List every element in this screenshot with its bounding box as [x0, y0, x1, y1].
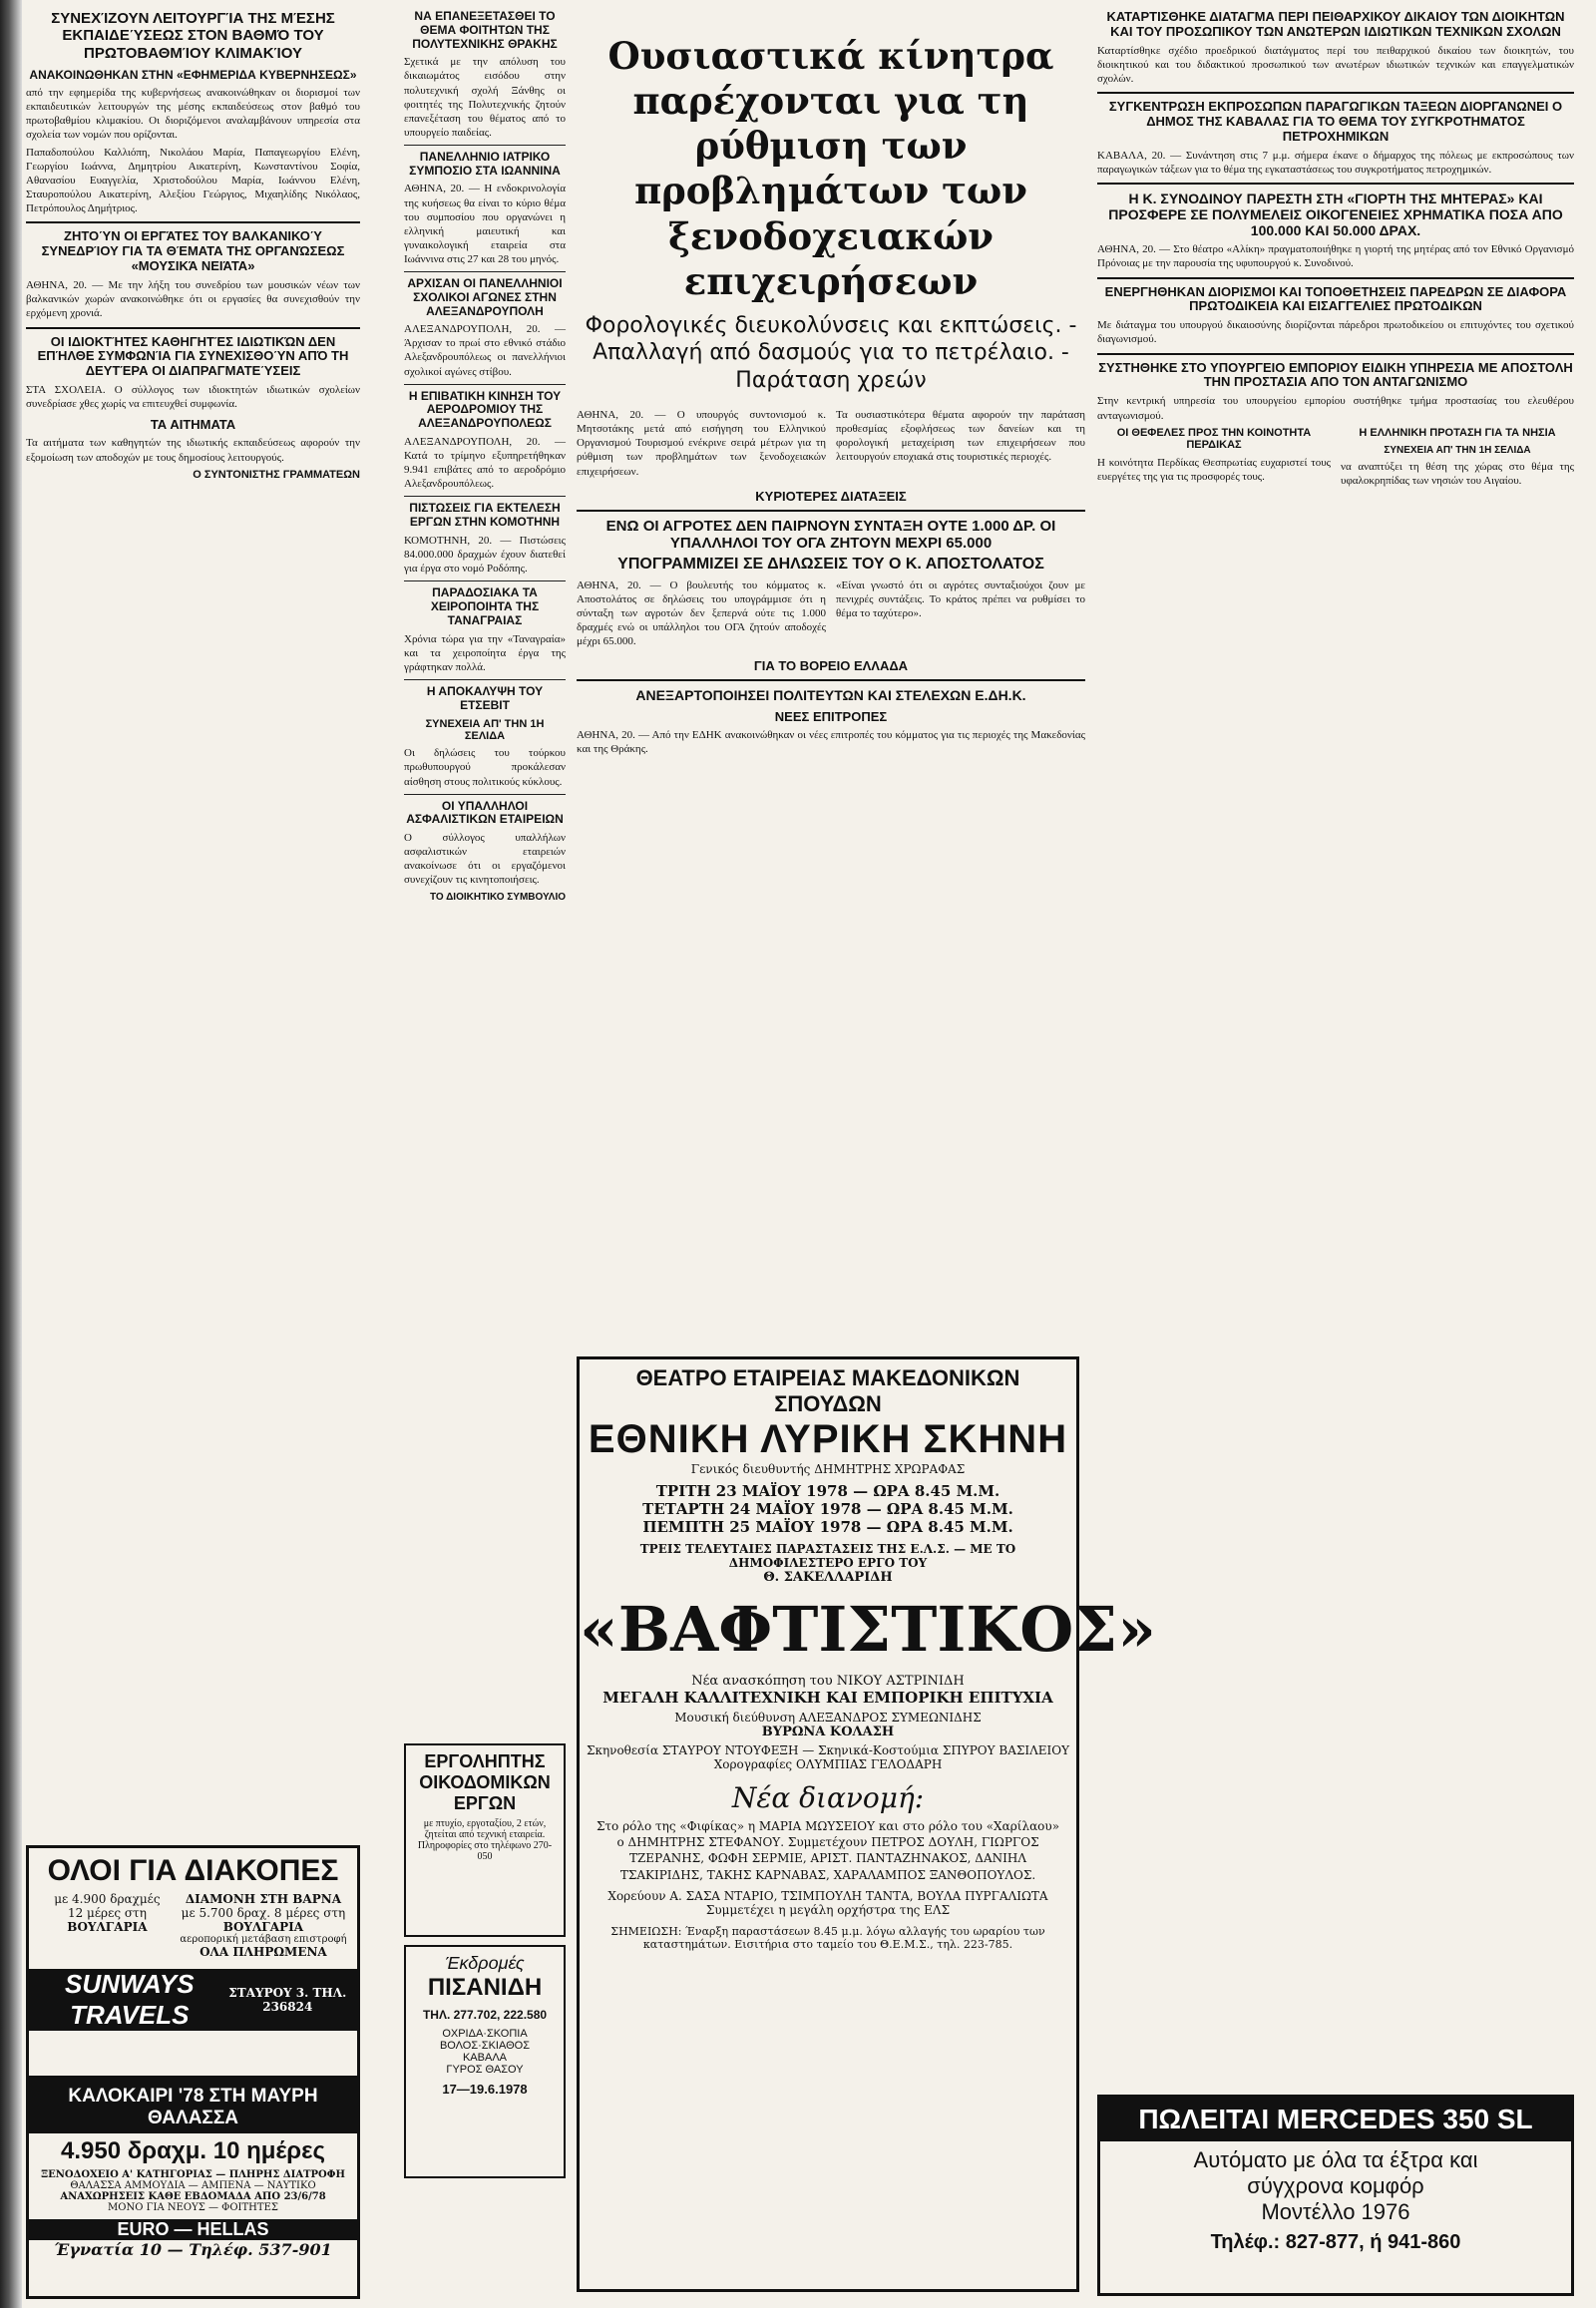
article-ecevit: Οι δηλώσεις του τούρκου πρωθυπουργού προκάλεσαν αίσθηση στους πολιτικούς κύκλους. [404, 747, 566, 788]
theatre-orchestra: Συμμετέχει η μεγάλη ορχήστρα της ΕΛΣ [705, 1902, 951, 1917]
headline-decree: ΚΑΤΑΡΤΙΣΘΗΚΕ ΔΙΑΤΑΓΜΑ ΠΕΡΙ ΠΕΙΘΑΡΧΙΚΟΥ ΔΙΚΑΙΟΥ ΤΩΝ ΔΙΟΙΚΗΤΩΝ ΚΑΙ ΤΟΥ ΠΡΟΣΩΠΙΚΟΥ ΤΩΝ ΑΝΩΤΕΡΩΝ ΙΔΙΩΤΙΚΩΝ ΤΕΧΝΙΚΩΝ ΣΧΟΛΩΝ [1106, 9, 1565, 39]
headline-komotini: ΠΙΣΤΩΣΕΙΣ ΓΙΑ ΕΚΤΕΛΕΣΗ ΕΡΓΩΝ ΣΤΗΝ ΚΟΜΟΤΗΝΗ [409, 501, 561, 530]
headline-teachers: ΣΥΝΕΧΊΖΟΥΝ ΛΕΙΤΟΥΡΓΊΑ ΤΗΣ ΜΈΣΗΣ ΕΚΠΑΙΔΕΎΣΕΩΣ ΣΤΟΝ ΒΑΘΜΌ ΤΟΥ ΠΡΩΤΟΒΑΘΜΊΟΥ ΚΛΙΜΑΚΊΟΥ [51, 10, 335, 62]
ad-black-sea-line1: ΞΕΝΟΔΟΧΕΙΟ Α' ΚΑΤΗΓΟΡΙΑΣ — ΠΛΗΡΗΣ ΔΙΑΤΡΟΦΗ [41, 2169, 345, 2180]
theatre-cast: Στο ρόλο της «Φιφίκας» η ΜΑΡΙΑ ΜΩΥΣΕΙΟΥ και στο ρόλο του «Χαρίλαου» ο ΔΗΜΗΤΡΗΣ ΣΤΕΦΑΝΟΥ. Συμμετέχουν ΠΕΤΡΟΣ ΔΟΥΛΗ, ΓΙΩΡΓΟΣ ΤΖΕΡΑΝΗΣ, ΦΩΦΗ ΣΕΡΜΙΕ, ΑΡΙΣΤ. ΠΑΝΤΑΖΗΝΑΚΟΣ, ΔΑΝΙΗΛ ΤΣΑΚΙΡΙΔΗΣ, ΤΑΚΗΣ ΚΑΡΝΑΒΑΣ, ΧΑΡΑΛΑΜΠΟΣ ΞΑΝΘΟΠΟΥΛΟΣ. [596, 1819, 1060, 1882]
headline-handicrafts: ΠΑΡΑΔΟΣΙΑΚΑ ΤΑ ΧΕΙΡΟΠΟΙΗΤΑ ΤΗΣ ΤΑΝΑΓΡΑΙΑΣ [430, 585, 540, 627]
headline-perdika: ΟΙ ΘΕΦΕΛΕΣ ΠΡΟΣ ΤΗΝ ΚΟΙΝΟΤΗΤΑ ΠΕΡΔΙΚΑΣ [1116, 426, 1312, 452]
ad-excursions-name: ΠΙΣΑΝΙΔΗ [427, 1974, 543, 2001]
theatre-note: ΣΗΜΕΙΩΣΗ: Έναρξη παραστάσεων 8.45 μ.μ. λόγω αλλαγής του ωραρίου των καταστημάτων. Εισιτήρια στο ταμείο του Θ.Ε.Μ.Σ., τηλ. 223-785. [610, 1924, 1045, 1951]
headline-appointments: ΕΝΕΡΓΗΘΗΚΑΝ ΔΙΟΡΙΣΜΟΙ ΚΑΙ ΤΟΠΟΘΕΤΗΣΕΙΣ ΠΑΡΕΔΡΩΝ ΣΕ ΔΙΑΦΟΡΑ ΠΡΩΤΟΔΙΚΕΙΑ ΚΑΙ ΕΙΣΑΓΓΕΛΙΕΣ ΠΡΩΤΟΔΙΚΩΝ [1104, 283, 1567, 314]
column-2 [404, 10, 566, 2299]
ad-excursions-dest1: ΟΧΡΙΔΑ·ΣΚΟΠΙΑ [442, 2028, 528, 2040]
headline-private-teachers: ΟΙ ΙΔΙΟΚΤΉΤΕΣ ΚΑΘΗΓΗΤΈΣ ΙΔΙΩΤΙΚΏΝ ΔΕΝ ΕΠΉΛΘΕ ΣΥΜΦΩΝΊΑ ΓΙΑ ΣΥΝΕΧΙΣΘΟΎΝ ΑΠΌ ΤΗ ΔΕΥΤΈΡΑ ΟΙ ΔΙΑΠΡΑΓΜΑΤΕΎΣΕΙΣ [37, 333, 349, 379]
article-teachers-p1: από την εφημερίδα της κυβερνήσεως ανακοινώθηκαν οι διορισμοί των εκπαιδευτικών λειτουργών της μέσης εκπαιδεύσεως στον βαθμό του πρωτοβαθμίου κλιμακίου. Οι διοριζόμενοι αναλαμβάνουν υπηρεσία στα σχολεία των νομών που ορίζονται. [26, 86, 360, 141]
ad-black-sea-line2: ΘΑΛΑΣΣΑ ΑΜΜΟΥΔΙΑ — ΑΜΠΕΝΑ — ΝΑΥΤΙΚΟ [70, 2180, 316, 2191]
headline-mothers-day: Η Κ. ΣΥΝΟΔΙΝΟΥ ΠΑΡΕΣΤΗ ΣΤΗ «ΓΙΟΡΤΗ ΤΗΣ ΜΗΤΕΡΑΣ» ΚΑΙ ΠΡΟΣΦΕΡΕ ΣΕ ΠΟΛΥΜΕΛΕΙΣ ΟΙΚΟΓΕΝΕΙΕΣ ΧΡΗΜΑΤΙΚΑ ΠΟΣΑ ΑΠΟ 100.000 ΚΑΙ 50.000 ΔΡΑΧ. [1108, 191, 1563, 239]
article-private-p1: ΣΤΑ ΣΧΟΛΕΙΑ. Ο σύλλογος των ιδιοκτητών ιδιωτικών σχολείων συνεδρίασε χθες χωρίς να επιτευχθεί συμφωνία. [26, 384, 360, 411]
article-appointments: Με διάταγμα του υπουργού δικαιοσύνης διορίζονται πάρεδροι πρωτοδικείου οι επιτυχόντες του σχετικού διαγωνισμού. [1097, 319, 1574, 346]
ad-black-sea-address: Έγνατία 10 — Τηλέφ. 537-901 [54, 2240, 332, 2259]
ad-mercedes-line1: Αυτόματο με όλα τα έξτρα και [1193, 2147, 1478, 2172]
article-komotini: ΚΟΜΟΤΗΝΗ, 20. — Πιστώσεις 84.000.000 δραχμών έχουν διατεθεί για έργα στο νομό Ροδόπης. [404, 534, 566, 576]
ad-mercedes-tel: Τηλέφ.: 827-877, ή 941-860 [1210, 2231, 1461, 2253]
main-headline: Ουσιαστικά κίνητρα παρέχονται για τη ρύθμιση των προβλημάτων των ξενοδοχειακών επιχειρήσεων [607, 34, 1054, 303]
edik-article: ΑΘΗΝΑ, 20. — Από την ΕΔΗΚ ανακοινώθηκαν οι νέες επιτροπές του κόμματος για τις περιοχές της Μακεδονίας και της Θράκης. [577, 729, 1085, 756]
divider [404, 384, 566, 385]
theatre-date-2: ΤΕΤΑΡΤΗ 24 ΜΑΪΟΥ 1978 — ΩΡΑ 8.45 Μ.Μ. [642, 1500, 1013, 1518]
divider [1097, 183, 1574, 185]
farmers-article-p2: «Είναι γνωστό ότι οι αγρότες συνταξιούχοι ζουν με πενιχρές συντάξεις. Το κράτος πρέπει να ρυθμίσει το θέμα το ταχύτερο». [836, 578, 1085, 619]
article-symposium: ΑΘΗΝΑ, 20. — Η ενδοκρινολογία της κυήσεως θα είναι το κύριο θέμα του συμποσίου που οργανώνει η ελληνική μαιευτική και γυναικολογική εταιρεία στα Ιωάννινα στις 27 και 28 του μηνός. [404, 183, 566, 265]
ad-excursions-date: 17—19.6.1978 [442, 2082, 528, 2097]
ad-mercedes [1097, 2095, 1574, 2296]
main-article-p1: ΑΘΗΝΑ, 20. — Ο υπουργός συντονισμού κ. Μητσοτάκης μετά από εισήγηση του Ελληνικού Οργανισμού Τουρισμού ενέκρινε σειρά μέτρων για τη ρύθμιση των προβλημάτων των ξενοδοχειακών επιχειρήσεων. [577, 409, 826, 478]
headline-edik: ΑΝΕΞΑΡΤΟΠΟΙΗΣΕΙ ΠΟΛΙΤΕΥΤΩΝ ΚΑΙ ΣΤΕΛΕΧΩΝ Ε.ΔΗ.Κ. [635, 686, 1026, 703]
ad-holidays-days: 12 μέρες στη [67, 1906, 147, 1920]
ad-black-sea [26, 2079, 360, 2299]
subheadline-teachers: ΑΝΑΚΟΙΝΩΘΗΚΑΝ ΣΤΗΝ «ΕΦΗΜΕΡΙΔΑ ΚΥΒΕΡΝΗΣΕΩΣ» [29, 67, 357, 82]
ad-excursions-tel: ΤΗΛ. 277.702, 222.580 [422, 2008, 548, 2022]
article-mothers-day: ΑΘΗΝΑ, 20. — Στο θέατρο «Αλίκη» πραγματοποιήθηκε η γιορτή της μητέρας από τον Εθνικό Οργανισμό Πρόνοιας με την παρουσία της υφυπουργού κ. Συνοδινού. [1097, 243, 1574, 270]
theatre-play-title: «ΒΑΦΤΙΣΤΙΚΟΣ» [580, 1593, 1156, 1666]
theatre-director: Γενικός διευθυντής ΔΗΜΗΤΡΗΣ ΧΡΩΡΑΦΑΣ [690, 1462, 966, 1476]
divider [1097, 353, 1574, 355]
ad-holidays-price2: με 5.700 δραχ. 8 μέρες στη [181, 1906, 346, 1920]
article-competition: Στην κεντρική υπηρεσία του υπουργείου εμπορίου συστήθηκε τμήμα προστασίας του ελευθέρου ανταγωνισμού. [1097, 395, 1574, 422]
article-kavala: ΚΑΒΑΛΑ, 20. — Συνάντηση στις 7 μ.μ. σήμερα έκανε ο δήμαρχος της πόλεως με εκπροσώπους των παραγωγικών τάξεων για το θέμα της εγκαταστάσεως του συγκροτήματος πετροχημικών. [1097, 149, 1574, 176]
ad-holidays-address: ΣΤΑΥΡΟΥ 3. ΤΗΛ. 236824 [228, 1986, 347, 2014]
divider [26, 221, 360, 223]
ad-mercedes-line3: Μοντέλλο 1976 [1261, 2199, 1410, 2224]
divider [404, 580, 566, 581]
article-islands: να αναπτύξει τη θέση της χώρας στο θέμα της υφαλοκρηπίδας των νησιών του Αιγαίου. [1341, 461, 1574, 488]
ad-excursions [404, 1945, 566, 2178]
ad-black-sea-line4: ΜΟΝΟ ΓΙΑ ΝΕΟΥΣ — ΦΟΙΤΗΤΕΣ [108, 2202, 278, 2213]
ad-black-sea-price: 4.950 δραχμ. 10 ημέρες [61, 2137, 325, 2164]
theatre-name: ΕΘΝΙΚΗ ΛΥΡΙΚΗ ΣΚΗΝΗ [588, 1417, 1068, 1461]
article-airport: ΑΛΕΞΑΝΔΡΟΥΠΟΛΗ, 20. — Κατά το τρίμηνο εξυπηρετήθηκαν 9.941 επιβάτες από το αεροδρόμιο Αλεξανδρουπόλεως. [404, 436, 566, 491]
headline-farmers: ΕΝΩ ΟΙ ΑΓΡΟΤΕΣ ΔΕΝ ΠΑΙΡΝΟΥΝ ΣΥΝΤΑΞΗ ΟΥΤΕ 1.000 ΔΡ. ΟΙ ΥΠΑΛΛΗΛΟΙ ΤΟΥ ΟΓΑ ΖΗΤΟΥΝ ΜΕΧΡΙ 65.000 [605, 517, 1056, 552]
theatre-success: ΜΕΓΑΛΗ ΚΑΛΛΙΤΕΧΝΙΚΗ ΚΑΙ ΕΜΠΟΡΙΚΗ ΕΠΙΤΥΧΙΑ [602, 1689, 1053, 1707]
divider [404, 496, 566, 497]
subhead-committees: ΝΕΕΣ ΕΠΙΤΡΟΠΕΣ [774, 709, 888, 725]
theatre-direction: Σκηνοθεσία ΣΤΑΥΡΟΥ ΝΤΟΥΦΕΞΗ — Σκηνικά-Κοστούμια ΣΠΥΡΟΥ ΒΑΣΙΛΕΙΟΥ [586, 1743, 1070, 1757]
article-perdika: Η κοινότητα Περδίκας Θεσπρωτίας ευχαριστεί τους ευεργέτες της για τις προσφορές τους. [1097, 456, 1331, 483]
article-private-p2: Τα αιτήματα των καθηγητών της ιδιωτικής εκπαιδεύσεως αφορούν την εξομοίωση των αποδοχών με τους δημοσίους λειτουργούς. [26, 437, 360, 464]
ad-contractor-text: με πτυχίο, εργοταξίου, 2 ετών, ζητείται από τεχνική εταιρεία. Πληροφορίες στο τηλέφωνο 270-050 [417, 1818, 553, 1862]
main-deck: Φορολογικές διευκολύνσεις και εκπτώσεις. - Απαλλαγή από δασμούς για το πετρέλαιο. - Παράταση χρεών [585, 312, 1077, 393]
ad-excursions-title: Έκδρομές [445, 1953, 525, 1973]
column-3 [577, 10, 1156, 2299]
theatre-conductor: ΒΥΡΩΝΑ ΚΟΛΑΣΗ [761, 1725, 895, 1739]
divider [577, 510, 1085, 512]
theatre-music: Μουσική διεύθυνση ΑΛΕΞΑΝΔΡΟΣ ΣΥΜΕΩΝΙΔΗΣ [674, 1711, 982, 1725]
theatre-adaptation: Νέα ανασκόπηση του ΝΙΚΟΥ ΑΣΤΡΙΝΙΔΗ [691, 1674, 965, 1689]
article-balkan-p1: ΑΘΗΝΑ, 20. — Με την λήξη του συνεδρίου των μουσικών νέων των βαλκανικών χωρών ανακοινώθηκε ότι οι εργασίες θα συνεχισθούν την ερχόμενη χρονιά. [26, 279, 360, 320]
ad-holidays-country: ΒΟΥΛΓΑΡΙΑ [67, 1920, 148, 1934]
headline-ecevit: Η ΑΠΟΚΑΛΥΨΗ ΤΟΥ ΕΤΣΕΒΙΤ [426, 683, 544, 712]
ad-holidays-allpaid: ΟΛΑ ΠΛΗΡΩΜΕΝΑ [200, 1945, 327, 1959]
ad-mercedes-title: ΠΩΛΕΙΤΑΙ MERCEDES 350 SL [1100, 2098, 1571, 2141]
divider [404, 794, 566, 795]
divider [1097, 92, 1574, 94]
ad-excursions-dest4: ΓΥΡΟΣ ΘΑΣΟΥ [446, 2064, 524, 2076]
theatre-org: ΘΕΑΤΡΟ ΕΤΑΙΡΕΙΑΣ ΜΑΚΕΔΟΝΙΚΩΝ ΣΠΟΥΔΩΝ [635, 1365, 1020, 1416]
headline-polytechnic: ΝΑ ΕΠΑΝΕΞΕΤΑΣΘΕΙ ΤΟ ΘΕΜΑ ΦΟΙΤΗΤΩΝ ΤΗΣ ΠΟΛΥΤΕΧΝΙΚΗΣ ΘΡΑΚΗΣ [412, 9, 558, 51]
divider [404, 271, 566, 272]
article-polytechnic: Σχετικά με την απόλυση του δικαιωμάτος εισόδου στην πολυτεχνική σχολή Ξάνθης οι φοιτητές της Πολυτεχνικής ζητούν επανεξέταση του θέματος από το υπουργείο παιδείας. [404, 56, 566, 139]
ad-excursions-dest2: ΒΟΛΟΣ·ΣΚΙΑΘΟΣ [439, 2040, 531, 2052]
ad-holidays-varna: ΔΙΑΜΟΝΗ ΣΤΗ ΒΑΡΝΑ [185, 1892, 341, 1906]
ad-theatre [577, 1356, 1156, 2292]
ad-contractor-title: ΕΡΓΟΛΗΠΤΗΣ ΟΙΚΟΔΟΜΙΚΩΝ ΕΡΓΩΝ [419, 1751, 551, 1813]
article-handicrafts: Χρόνια τώρα για την «Ταναγραία» και τα χειροποίητα έργα της γράφτηκαν πολλά. [404, 632, 566, 673]
divider [577, 679, 1085, 681]
main-article-p2: Τα ουσιαστικότερα θέματα αφορούν την παράταση προθεσμίας εξοφλήσεως των δανείων και τη φορολογική μεταχείριση των επιχειρήσεων που λειτουργούν εποχιακά στις τουριστικές περιοχές. [836, 409, 1085, 464]
article-decree: Καταρτίσθηκε σχέδιο προεδρικού διατάγματος περί του πειθαρχικού δικαίου των διοικητών, του διοικητικού και του διδακτικού προσωπικού των ανωτέρων ιδιωτικών τεχνικών και επαγγελματικών σχολών. [1097, 44, 1574, 86]
theatre-cast-heading: Νέα διανομή: [731, 1781, 925, 1814]
ad-black-sea-title: ΚΑΛΟΚΑΙΡΙ '78 ΣΤΗ ΜΑΥΡΗ ΘΑΛΑΣΣΑ [29, 2082, 357, 2133]
ad-black-sea-brand: EURO — HELLAS [29, 2219, 357, 2240]
main-subhead: ΚΥΡΙΟΤΕΡΕΣ ΔΙΑΤΑΞΕΙΣ [755, 488, 907, 504]
theatre-choreography: Χορογραφίες ΟΛΥΜΠΙΑΣ ΓΕΛΟΔΑΡΗ [713, 1757, 943, 1771]
scan-edge [0, 0, 22, 2308]
divider [404, 145, 566, 146]
article-school-games: ΑΛΕΞΑΝΔΡΟΥΠΟΛΗ, 20. — Άρχισαν το πρωί στο εθνικό στάδιο Αλεξανδρουπόλεως οι πανελλήνιοι σχολικοί αγώνες στίβου. [404, 323, 566, 378]
signature-secretaries: Ο ΣΥΝΤΟΝΙΣΤΗΣ ΓΡΑΜΜΑΤΕΩΝ [193, 468, 360, 481]
divider [26, 327, 360, 329]
headline-symposium: ΠΑΝΕΛΛΗΝΙΟ ΙΑΤΡΙΚΟ ΣΥΜΠΟΣΙΟ ΣΤΑ ΙΩΑΝΝΙΝΑ [409, 149, 561, 178]
ad-holidays-country2: ΒΟΥΛΓΑΡΙΑ [222, 1920, 304, 1934]
column-4 [1097, 10, 1574, 2299]
subheadline-apostolatos: ΥΠΟΓΡΑΜΜΙΖΕΙ ΣΕ ΔΗΛΩΣΕΙΣ ΤΟΥ Ο Κ. ΑΠΟΣΤΟΛΑΤΟΣ [617, 556, 1044, 574]
headline-islands: Η ΕΛΛΗΝΙΚΗ ΠΡΟΤΑΣΗ ΓΙΑ ΤΑ ΝΗΣΙΑ [1359, 426, 1556, 439]
theatre-last-shows: ΤΡΕΙΣ ΤΕΛΕΥΤΑΙΕΣ ΠΑΡΑΣΤΑΣΕΙΣ ΤΗΣ Ε.Λ.Σ. — ΜΕ ΤΟ ΔΗΜΟΦΙΛΕΣΤΕΡΟ ΕΡΓΟ ΤΟΥ [639, 1542, 1016, 1570]
theatre-date-1: ΤΡΙΤΗ 23 ΜΑΪΟΥ 1978 — ΩΡΑ 8.45 Μ.Μ. [655, 1482, 1000, 1500]
headline-insurance: ΟΙ ΥΠΑΛΛΗΛΟΙ ΑΣΦΑΛΙΣΤΙΚΩΝ ΕΤΑΙΡΕΙΩΝ [406, 798, 564, 827]
divider [404, 679, 566, 680]
theatre-dancers: Χορεύουν Α. ΣΑΣΑ ΝΤΑΡΙΟ, ΤΣΙΜΠΟΥΛΗ ΤΑΝΤΑ, ΒΟΥΛΑ ΠΥΡΓΑΛΙΩΤΑ [607, 1888, 1048, 1903]
ad-mercedes-line2: σύγχρονα κομφόρ [1247, 2173, 1424, 2198]
continued-note: ΣΥΝΕΧΕΙΑ ΑΠ' ΤΗΝ 1Η ΣΕΛΙΔΑ [425, 718, 545, 743]
ad-holidays-title: ΟΛΟΙ ΓΙΑ ΔΙΑΚΟΠΕΣ [47, 1854, 339, 1887]
signature-board: ΤΟ ΔΙΟΙΚΗΤΙΚΟ ΣΥΜΒΟΥΛΙΟ [430, 891, 566, 903]
ad-holidays-brand: SUNWAYS TRAVELS [65, 1969, 195, 2030]
headline-school-games: ΑΡΧΙΣΑΝ ΟΙ ΠΑΝΕΛΛΗΝΙΟΙ ΣΧΟΛΙΚΟΙ ΑΓΩΝΕΣ ΣΤΗΝ ΑΛΕΞΑΝΔΡΟΥΠΟΛΗ [407, 275, 563, 318]
headline-balkan: ΖΗΤΟΎΝ ΟΙ ΕΡΓΆΤΕΣ ΤΟΥ ΒΑΛΚΑΝΙΚΟΎ ΣΥΝΕΔΡΊΟΥ ΓΙΑ ΤΑ ΘΈΜΑΤΑ ΤΗΣ ΟΡΓΑΝΏΣΕΩΣ «ΜΟΥΣΙΚΆ ΝΕΙΆΤΑ» [41, 228, 345, 274]
ad-holidays-flight: αεροπορική μετάβαση επιστροφή [180, 1934, 347, 1945]
ad-holidays [26, 1845, 360, 2079]
continued-note-islands: ΣΥΝΕΧΕΙΑ ΑΠ' ΤΗΝ 1Η ΣΕΛΙΔΑ [1384, 445, 1531, 457]
article-teachers-p2: Παπαδοπούλου Καλλιόπη, Νικολάου Μαρία, Παπαγεωργίου Ελένη, Γεωργίου Ιωάννα, Δημητρίου Αικατερίνη, Κωνσταντίνου Σοφία, Αθανασίου Ευαγγελία, Χριστοδούλου Μαρία, Ιωάννου Ελένη, Σταυροπούλου Αικατερίνη, Αλεξίου Γεώργιος, Μιχαηλίδης Νικόλαος, Πετρόπουλος Δημήτριος. [26, 147, 360, 215]
theatre-date-3: ΠΕΜΠΤΗ 25 ΜΑΪΟΥ 1978 — ΩΡΑ 8.45 Μ.Μ. [642, 1518, 1013, 1536]
ad-excursions-dest3: ΚΑΒΑΛΑ [462, 2052, 508, 2064]
farmers-article-p1: ΑΘΗΝΑ, 20. — Ο βουλευτής του κόμματος κ. Αποστολάτος σε δηλώσεις του υπογράμμισε ότι η σύνταξη των αγροτών δεν ξεπερνά ούτε τις 1.000 δραχμές ενώ οι υπάλληλοι του ΟΓΑ ζητούν αποδοχές μέχρι 65.000. [577, 578, 826, 647]
subhead-north-greece: ΓΙΑ ΤΟ ΒΟΡΕΙΟ ΕΛΛΑΔΑ [753, 657, 909, 673]
theatre-author: Θ. ΣΑΚΕΛΛΑΡΙΔΗ [763, 1570, 893, 1585]
ad-black-sea-line3: ΑΝΑΧΩΡΗΣΕΙΣ ΚΑΘΕ ΕΒΔΟΜΑΔΑ ΑΠΟ 23/6/78 [60, 2191, 326, 2202]
headline-airport: Η ΕΠΙΒΑΤΙΚΗ ΚΙΝΗΣΗ ΤΟΥ ΑΕΡΟΔΡΟΜΙΟΥ ΤΗΣ ΑΛΕΞΑΝΔΡΟΥΠΟΛΕΩΣ [408, 388, 562, 431]
headline-competition: ΣΥΣΤΗΘΗΚΕ ΣΤΟ ΥΠΟΥΡΓΕΙΟ ΕΜΠΟΡΙΟΥ ΕΙΔΙΚΗ ΥΠΗΡΕΣΙΑ ΜΕ ΑΠΟΣΤΟΛΗ ΤΗΝ ΠΡΟΣΤΑΣΙΑ ΑΠΟ ΤΟΝ ΑΝΤΑΓΩΝΙΣΜΟ [1098, 359, 1573, 390]
column-1 [26, 10, 360, 2299]
ad-holidays-price: με 4.900 δραχμές [54, 1892, 161, 1906]
subhead-demands: ΤΑ ΑΙΤΗΜΑΤΑ [150, 417, 236, 433]
ad-contractor [404, 1743, 566, 1937]
headline-kavala: ΣΥΓΚΕΝΤΡΩΣΗ ΕΚΠΡΟΣΩΠΩΝ ΠΑΡΑΓΩΓΙΚΩΝ ΤΑΞΕΩΝ ΔΙΟΡΓΑΝΩΝΕΙ Ο ΔΗΜΟΣ ΤΗΣ ΚΑΒΑΛΑΣ ΓΙΑ ΤΟ ΘΕΜΑ ΤΟΥ ΣΥΓΚΡΟΤΗΜΑΤΟΣ ΠΕΤΡΟΧΗΜΙΚΩΝ [1108, 99, 1563, 144]
divider [1097, 277, 1574, 279]
article-insurance: Ο σύλλογος υπαλλήλων ασφαλιστικών εταιρειών ανακοίνωσε ότι οι εργαζόμενοι συνεχίζουν τις κινητοποιήσεις. [404, 832, 566, 887]
